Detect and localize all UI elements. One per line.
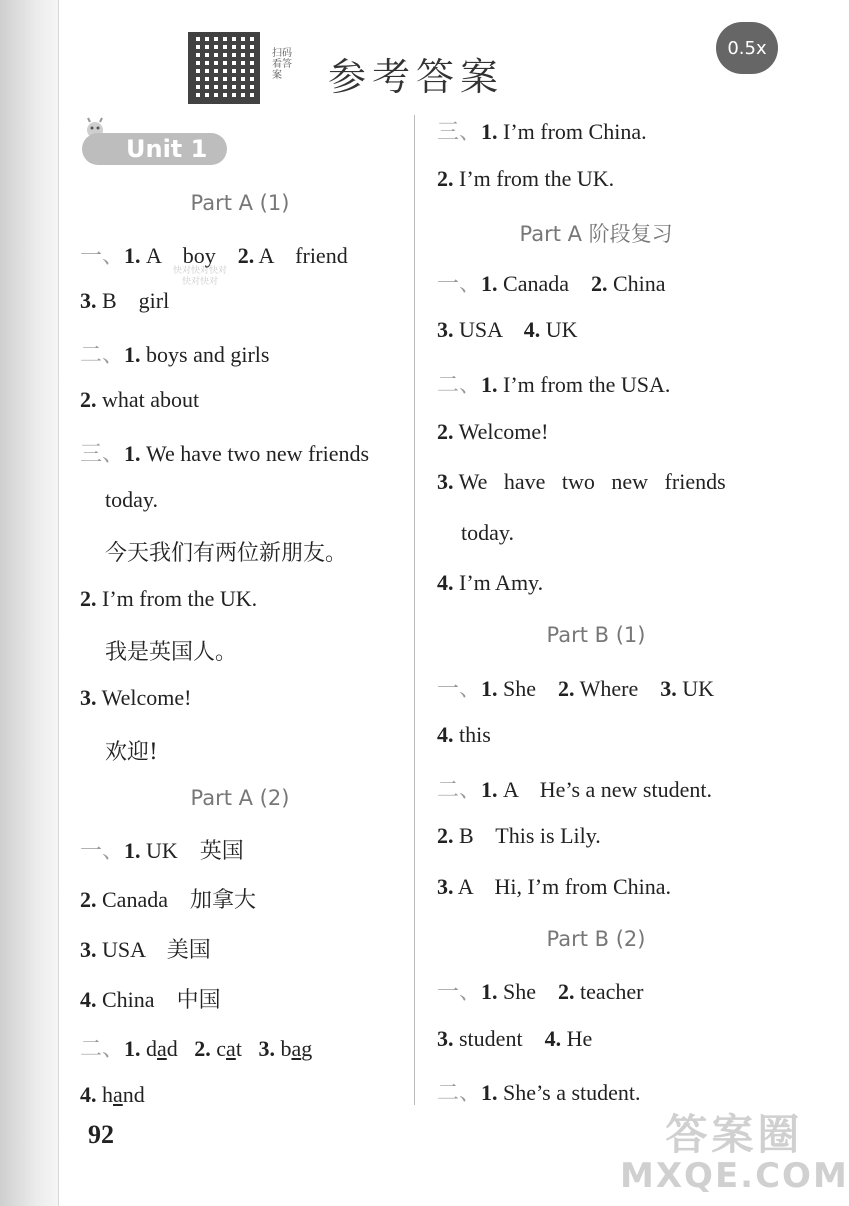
question-number: 4. <box>437 570 454 596</box>
answer-line <box>105 536 347 567</box>
watermark-line1: 答案圈 <box>665 1110 804 1159</box>
page-number: 92 <box>88 1120 114 1149</box>
answer-line <box>437 722 491 748</box>
answer-text: g <box>301 1036 313 1062</box>
answer-text: d <box>140 1036 158 1062</box>
question-number: 1. <box>481 119 498 144</box>
answer-text: 今天我们有两位新朋友。 <box>105 541 348 567</box>
answer-line <box>80 239 348 270</box>
answer-text: UK <box>140 837 200 863</box>
answer-line <box>437 823 601 849</box>
answer-line <box>80 1082 145 1108</box>
answer-text: We have two new friends <box>453 469 726 495</box>
question-number: 4. <box>80 1081 97 1107</box>
question-number: 4. <box>437 722 454 748</box>
answer-text: a <box>157 1036 167 1062</box>
question-number: 2. <box>80 585 97 611</box>
answer-text: t <box>235 1036 259 1062</box>
answer-text: 三、 <box>80 441 125 466</box>
question-number: 2. <box>194 1036 211 1062</box>
page-binding-shadow <box>0 0 62 1206</box>
answer-line <box>437 368 670 399</box>
answer-text: what about <box>96 387 200 413</box>
question-number: 1. <box>124 1036 141 1062</box>
question-number: 3. <box>660 675 677 701</box>
answer-text: Welcome! <box>453 418 549 444</box>
answer-text: 加拿大 <box>189 888 256 914</box>
answer-line <box>437 419 548 445</box>
answer-text: this <box>453 722 491 748</box>
answer-text: I’m from the USA. <box>497 372 671 397</box>
answer-text: 美国 <box>166 938 211 963</box>
answer-text: 一、 <box>437 675 482 701</box>
question-number: 2. <box>437 165 454 191</box>
answer-text: 三、 <box>437 119 482 144</box>
answer-line <box>80 288 169 314</box>
answer-line <box>437 1026 592 1052</box>
answer-text: 二、 <box>80 1036 125 1062</box>
answer-text: today. <box>461 519 514 545</box>
answer-text: teacher <box>574 979 644 1005</box>
answer-text: Welcome! <box>96 685 192 710</box>
answer-line <box>80 586 257 612</box>
qr-code-icon <box>188 32 260 104</box>
answer-text: Canada <box>96 887 190 913</box>
unit-badge: Unit 1 <box>82 133 227 165</box>
answer-line <box>80 883 256 914</box>
question-number: 4. <box>523 317 541 343</box>
answer-text: today. <box>105 486 158 512</box>
answer-text: China <box>607 270 666 296</box>
section-heading: Part A (1) <box>190 191 290 215</box>
answer-line <box>105 635 237 666</box>
answer-text: A boy <box>140 242 238 268</box>
answer-line <box>437 1076 641 1107</box>
question-number: 2. <box>80 387 97 413</box>
question-number: 1. <box>481 1080 498 1106</box>
answer-text: 一、 <box>80 837 125 863</box>
section-heading: Part B (1) <box>546 623 646 647</box>
answer-text: He <box>561 1025 593 1051</box>
question-number: 1. <box>481 776 498 802</box>
answer-text: UK <box>540 317 578 343</box>
answer-line <box>80 338 269 369</box>
question-number: 2. <box>437 418 454 444</box>
question-number: 3. <box>80 937 97 962</box>
answer-text: I’m from China. <box>497 119 647 144</box>
answer-text: I’m from the UK. <box>453 165 615 191</box>
section-heading: Part A 阶段复习 <box>519 222 673 247</box>
answer-text: 二、 <box>80 341 125 367</box>
question-number: 2. <box>558 979 575 1005</box>
answer-line <box>437 975 644 1006</box>
answer-text: 二、 <box>437 776 482 802</box>
answer-text: a <box>291 1036 302 1062</box>
page-title: 参考答案 <box>328 55 505 99</box>
question-number: 3. <box>258 1036 275 1062</box>
question-number: 2. <box>437 823 454 849</box>
stamp-text: 快对快对快对快对快对 <box>172 266 227 287</box>
watermark-line2: MXQE.COM <box>620 1156 849 1196</box>
answer-line <box>80 1032 312 1063</box>
watermark-logo <box>620 1112 849 1194</box>
answer-text: USA <box>453 317 524 343</box>
answer-text: She <box>497 979 559 1005</box>
question-number: 1. <box>481 372 498 397</box>
question-number: 2. <box>590 270 608 296</box>
answer-text: 一、 <box>437 270 482 296</box>
question-number: 3. <box>437 1025 454 1051</box>
answer-text: nd <box>122 1081 145 1107</box>
answer-text: h <box>96 1081 113 1107</box>
question-number: 3. <box>80 288 97 314</box>
answer-text: B girl <box>96 288 170 314</box>
answer-text: I’m from the UK. <box>96 585 258 611</box>
answer-line <box>80 387 199 413</box>
answer-line <box>437 469 726 495</box>
answer-text: A Hi, I’m from China. <box>453 874 672 899</box>
question-number: 1. <box>124 441 141 466</box>
answer-line <box>437 570 543 596</box>
answer-text: Where <box>574 675 661 701</box>
answer-text: She <box>497 675 559 701</box>
question-number: 2. <box>237 242 255 268</box>
question-number: 2. <box>80 887 97 913</box>
question-number: 1. <box>481 270 498 296</box>
answer-text: 一、 <box>80 242 125 268</box>
answer-text: student <box>453 1025 545 1051</box>
column-divider <box>414 115 415 1105</box>
answer-text: A He’s a new student. <box>497 776 712 802</box>
answer-text: c <box>210 1036 227 1062</box>
answer-line <box>105 487 158 513</box>
answer-text: a <box>113 1081 123 1107</box>
question-number: 1. <box>481 675 498 701</box>
question-number: 3. <box>437 874 454 899</box>
answer-line <box>437 773 712 804</box>
answer-text: UK <box>676 675 715 701</box>
answer-text: a <box>226 1036 236 1062</box>
answer-text: 一、 <box>437 979 482 1005</box>
answer-text: b <box>274 1036 292 1062</box>
answer-line <box>437 672 714 703</box>
section-heading: Part B (2) <box>546 926 646 951</box>
question-number: 1. <box>481 979 498 1005</box>
answer-line <box>80 437 369 468</box>
answer-text: 二、 <box>437 372 482 397</box>
answer-line <box>437 317 578 343</box>
answer-line <box>80 834 244 865</box>
answer-text: 欢迎! <box>105 739 158 765</box>
qr-caption: 扫码看答案 <box>272 48 292 81</box>
answer-text: 我是英国人。 <box>105 640 238 666</box>
question-number: 4. <box>80 986 97 1012</box>
answer-text: B This is Lily. <box>453 823 601 849</box>
question-number: 1. <box>124 242 141 268</box>
answer-text: Canada <box>497 270 591 296</box>
answer-text: 二、 <box>437 1080 482 1106</box>
question-number: 2. <box>558 675 575 701</box>
answer-line <box>80 685 191 711</box>
answer-line <box>437 115 647 146</box>
question-number: 3. <box>80 685 97 710</box>
answer-text: I’m Amy. <box>453 570 544 596</box>
question-number: 4. <box>544 1025 562 1051</box>
section-heading: Part A (2) <box>190 786 290 811</box>
answer-text: d <box>166 1036 195 1062</box>
answer-line <box>105 735 158 766</box>
answer-text: She’s a student. <box>497 1080 641 1106</box>
question-number: 3. <box>437 469 454 495</box>
answer-text: USA <box>96 937 167 962</box>
question-number: 3. <box>437 317 454 343</box>
question-number: 1. <box>124 837 141 863</box>
question-number: 1. <box>124 341 141 367</box>
answer-text: A friend <box>254 242 348 268</box>
answer-line <box>80 933 211 964</box>
answer-line <box>437 166 614 192</box>
answer-line <box>437 874 671 900</box>
answer-text: We have two new friends <box>140 441 370 466</box>
answer-line <box>437 267 666 298</box>
answer-text: 英国 <box>199 838 244 864</box>
answer-text: 中国 <box>176 987 221 1013</box>
answer-text: boys and girls <box>140 341 270 367</box>
playback-speed-button[interactable]: 0.5x <box>716 22 778 74</box>
answer-line <box>461 520 514 546</box>
answer-line <box>80 983 221 1014</box>
answer-text: China <box>96 986 177 1012</box>
